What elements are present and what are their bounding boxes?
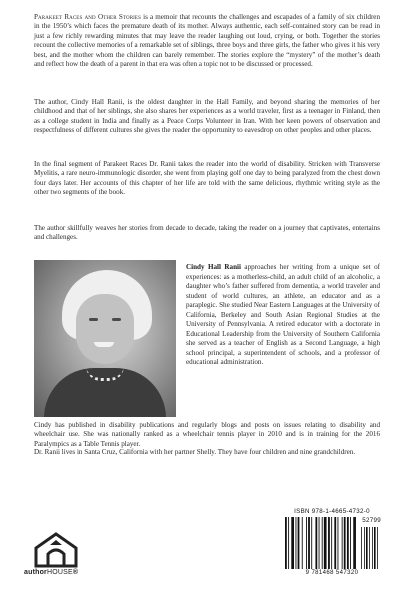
author-photo	[34, 260, 176, 417]
author-bio-paragraph	[186, 263, 380, 368]
author-name: Cindy Hall Ranii	[186, 263, 241, 271]
book-title: Parakeet Races and Other Stories	[34, 13, 141, 21]
author-bio-text: approaches her writing from a unique set of experiences: as a motherless-child, an adult child of an alcoholic, a daughter who’s father suffered from dementia, a world traveler and student of world cultures, an athlete, an educator and as a paraplegic. She studied Near Eastern Languages at the University of California, Berkeley and South Asian Regional Studies at the University of Pennsylvania. A retired educator with a doctorate in Educational Leadership from the University of Southern California she served as a teacher of English as a Second Language, a high school principal, a superintendent of schools, and a professor of educational administration.	[186, 263, 380, 366]
author-residence-paragraph: Dr. Ranii lives in Santa Cruz, California with her partner Shelly. They have four children and nine grandchildren.	[34, 448, 356, 456]
blurb-paragraph-1	[34, 13, 380, 69]
price-code: 52799	[362, 517, 381, 524]
barcode-digits: 9 781468 547320	[305, 570, 359, 576]
publisher-name: authorHOUSE®	[24, 569, 79, 576]
barcode	[283, 517, 381, 571]
blurb-paragraph-2: The author, Cindy Hall Ranii, is the oldest daughter in the Hall Family, and beyond sharing the memories of her childhood and that of her siblings, she also shares her experiences as a world traveler, first as a teenager in Finland, then as a college student in India and finally as a Peace Corps Volunteer in Iran. With her keen powers of observation and respectfulness of different cultures she gives the reader the opportunity to eavesdrop on other peoples and other places.	[34, 98, 380, 135]
isbn-barcode-block	[283, 508, 381, 578]
blurb-paragraph-4: The author skillfully weaves her stories from decade to decade, taking the reader on a journey that captivates, entertains and challenges.	[34, 224, 380, 242]
blurb-paragraph-3: In the final segment of Parakeet Races Dr. Ranii takes the reader into the world of disability. Stricken with Transverse Myelitis, a rare neuro-immunologic disorder, she went from playing golf one day to being paralyzed from the chest down four days later. Her accounts of this chapter of her life are told with the same delicious, rhythmic writing style as the other two segments of the book.	[34, 160, 380, 197]
authorhouse-logo-icon	[26, 532, 86, 570]
author-publications-paragraph: Cindy has published in disability publications and regularly blogs and posts on issues relating to disability and wheelchair use. She was nationally ranked as a wheelchair tennis player in 2010 and is in training for the 2016 Paralympics as a Table Tennis player.	[34, 421, 380, 448]
isbn-label: ISBN 978-1-4665-4732-0	[294, 508, 370, 515]
blurb-paragraph-1-text: is a memoir that recounts the challenges and escapades of a family of six children in the 1950’s which faces the premature death of its mother. Always authentic, each self-contained story can be read in just a few richly rewarding minutes that may leave the reader laughing out loud, crying, or both. Together the stories recount the collective memories of a remarkable set of siblings, three boys and three girls, the father who gives it his very best, and the mother whom the children can barely remember. The stories explore the “mystery” of the mother’s death and reflect how the death of a parent in that era was often a topic not to be discussed or processed.	[34, 13, 380, 69]
